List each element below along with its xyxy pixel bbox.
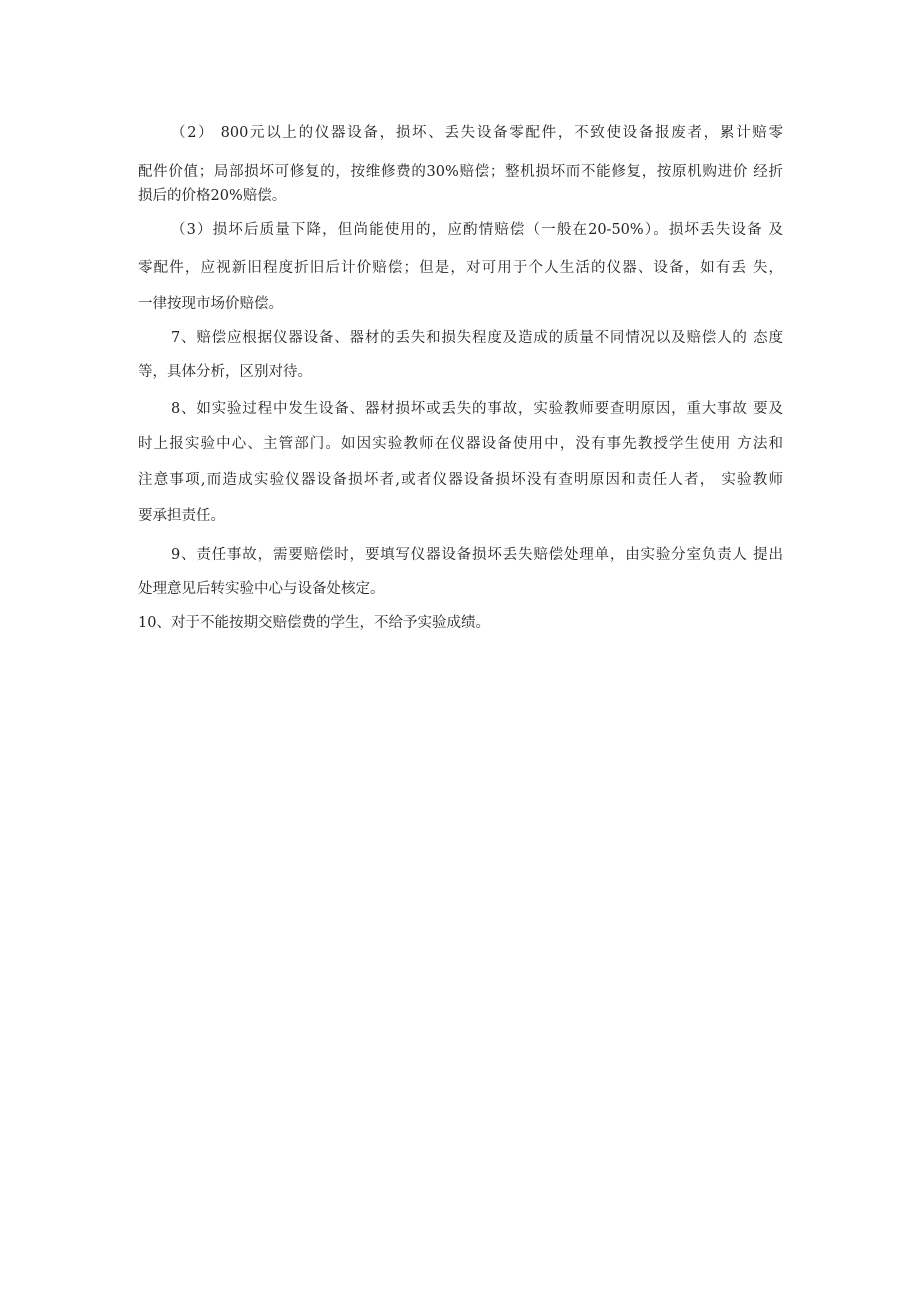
text-line: 要承担责任。 bbox=[138, 508, 225, 524]
text-line: 8、如实验过程中发生设备、器材损坏或丢失的事故，实验教师要查明原因，重大事故 要及 bbox=[171, 401, 783, 417]
text-line: 配件价值；局部损坏可修复的，按维修费的30%赔偿；整机损坏而不能修复，按原机购进价 经折 bbox=[138, 164, 783, 180]
text-line: 损后的价格20%赔偿。 bbox=[138, 188, 287, 204]
text-line: 处理意见后转实验中心与设备处核定。 bbox=[138, 581, 385, 597]
text-line: 一律按现市场价赔偿。 bbox=[138, 296, 283, 312]
text-line: 9、责任事故，需要赔偿时，要填写仪器设备损坏丢失赔偿处理单，由实验分室负责人 提出 bbox=[171, 547, 783, 563]
text-line: （2） 800元以上的仪器设备，损坏、丢失设备零配件，不致使设备报废者，累计赔零 bbox=[171, 125, 783, 141]
text-line: 7、赔偿应根据仪器设备、器材的丢失和损失程度及造成的质量不同情况以及赔偿人的 态度 bbox=[171, 330, 783, 346]
text-line: 时上报实验中心、主管部门。如因实验教师在仪器设备使用中，没有事先教授学生使用 方法和 bbox=[138, 436, 783, 452]
text-line: 零配件，应视新旧程度折旧后计价赔偿；但是，对可用于个人生活的仪器、设备，如有丢 失， bbox=[138, 260, 783, 276]
text-line: 等，具体分析，区别对待。 bbox=[138, 364, 312, 380]
text-line: （3）损坏后质量下降，但尚能使用的，应酌情赔偿（一般在20-50%）。损坏丢失设备 及 bbox=[171, 222, 783, 238]
text-line: 10、对于不能按期交赔偿费的学生，不给予实验成绩。 bbox=[138, 615, 490, 631]
text-line: 注意事项,而造成实验仪器设备损坏者,或者仪器设备损坏没有查明原因和责任人者， 实验教师 bbox=[138, 472, 783, 488]
